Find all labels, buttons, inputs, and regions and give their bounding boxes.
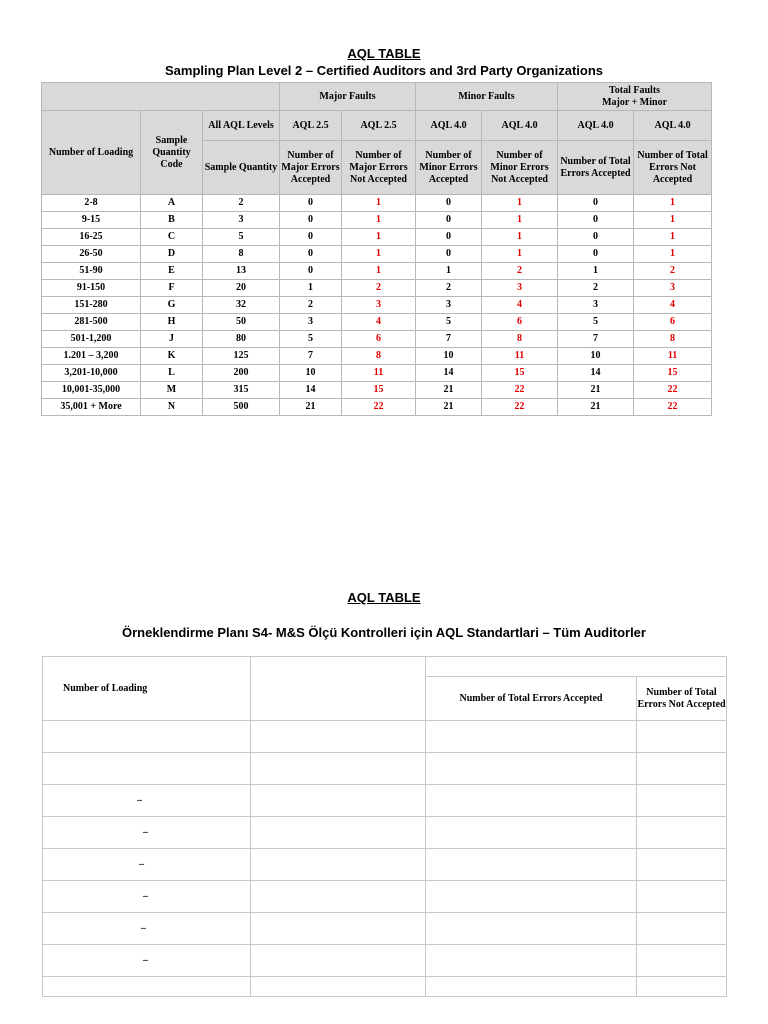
table-cell [637, 945, 727, 977]
table-cell: 80 [203, 331, 280, 348]
table-cell [637, 817, 727, 849]
table-cell: 1 [558, 263, 634, 280]
table2-body [43, 721, 727, 997]
table-cell [637, 785, 727, 817]
table-cell: 22 [342, 399, 416, 416]
criteria-header: Number of Minor Errors Not Accepted [482, 141, 558, 195]
table-cell: 1 [342, 195, 416, 212]
table-cell: K [141, 348, 203, 365]
table-cell [251, 881, 426, 913]
table-cell: 26-50 [42, 246, 141, 263]
major-faults-header: Major Faults [280, 83, 416, 111]
table-cell: 14 [280, 382, 342, 399]
table-cell: 0 [280, 246, 342, 263]
table-cell: 6 [342, 331, 416, 348]
table-cell: 315 [203, 382, 280, 399]
table-row [43, 753, 727, 785]
table-cell: 200 [203, 365, 280, 382]
table-cell: 9-15 [42, 212, 141, 229]
table-cell: H [141, 314, 203, 331]
table-cell: 3 [342, 297, 416, 314]
table-cell: 0 [558, 195, 634, 212]
table-cell: 125 [203, 348, 280, 365]
table-cell [426, 785, 637, 817]
total-faults-line2: Major + Minor [602, 96, 668, 108]
table-cell: 91-150 [42, 280, 141, 297]
table-cell: 20 [203, 280, 280, 297]
table-cell: 3 [280, 314, 342, 331]
table-cell [251, 817, 426, 849]
criteria-header: Number of Minor Errors Accepted [416, 141, 482, 195]
table-cell: 50 [203, 314, 280, 331]
blank-header-cell [426, 657, 727, 677]
table-cell: 3 [558, 297, 634, 314]
table-cell: 6 [634, 314, 712, 331]
table-cell: 3 [203, 212, 280, 229]
table-row [42, 212, 712, 229]
table-row [42, 314, 712, 331]
table-cell: D [141, 246, 203, 263]
table-cell: 1 [416, 263, 482, 280]
table-cell: 1 [482, 195, 558, 212]
table-cell [251, 721, 426, 753]
table-cell [426, 721, 637, 753]
blank-header-cell [42, 83, 280, 111]
table-cell: 3 [482, 280, 558, 297]
table-cell: 5 [280, 331, 342, 348]
table-cell: L [141, 365, 203, 382]
table-cell: 22 [482, 399, 558, 416]
table-cell: 2 [280, 297, 342, 314]
table-cell: 1 [634, 212, 712, 229]
all-aql-levels-header: All AQL Levels [203, 111, 280, 141]
table-cell: 22 [482, 382, 558, 399]
table-cell: 6 [482, 314, 558, 331]
number-of-loading-header: Number of Loading [42, 111, 141, 195]
table-cell: 8 [203, 246, 280, 263]
table-cell: 151-280 [42, 297, 141, 314]
table-cell: 8 [634, 331, 712, 348]
table-cell: 11 [634, 348, 712, 365]
table-cell: 1 [342, 246, 416, 263]
table-cell: 51-90 [42, 263, 141, 280]
table-cell: C [141, 229, 203, 246]
table-cell: 10 [416, 348, 482, 365]
table-cell [426, 977, 637, 997]
table-cell: – [43, 817, 251, 849]
criteria-header: Number of Total Errors Accepted [558, 141, 634, 195]
table-row [42, 263, 712, 280]
table-cell: 21 [416, 399, 482, 416]
table-cell: 7 [416, 331, 482, 348]
table-cell: 5 [416, 314, 482, 331]
criteria-header: Number of Major Errors Not Accepted [342, 141, 416, 195]
table1-subtitle: Sampling Plan Level 2 – Certified Auditors and 3rd Party Organizations [164, 63, 603, 78]
table-cell: 10 [280, 365, 342, 382]
aql-header: AQL 4.0 [558, 111, 634, 141]
table-cell: 11 [342, 365, 416, 382]
table-cell [426, 881, 637, 913]
table-row [43, 881, 727, 913]
aql-header: AQL 2.5 [280, 111, 342, 141]
table-cell [637, 881, 727, 913]
table-cell [637, 721, 727, 753]
table-cell: 3 [416, 297, 482, 314]
table-row [42, 348, 712, 365]
table-cell: 0 [416, 212, 482, 229]
table-cell: 21 [416, 382, 482, 399]
table-cell: 3 [634, 280, 712, 297]
table-cell: 2 [416, 280, 482, 297]
table-cell [426, 817, 637, 849]
table-cell: 22 [634, 399, 712, 416]
table-cell: 15 [342, 382, 416, 399]
table-cell: N [141, 399, 203, 416]
table-cell: 1 [482, 246, 558, 263]
table-cell [43, 977, 251, 997]
table-cell: 0 [280, 195, 342, 212]
table-cell: – [43, 945, 251, 977]
table-cell: 13 [203, 263, 280, 280]
table-cell: 3,201-10,000 [42, 365, 141, 382]
aql-header: AQL 4.0 [634, 111, 712, 141]
total-errors-accepted-header: Number of Total Errors Accepted [426, 677, 637, 721]
criteria-header: Number of Major Errors Accepted [280, 141, 342, 195]
table-cell: 32 [203, 297, 280, 314]
table-cell [637, 753, 727, 785]
table-cell: – [43, 881, 251, 913]
aql-header: AQL 2.5 [342, 111, 416, 141]
table-cell [426, 913, 637, 945]
table-cell: 281-500 [42, 314, 141, 331]
table-cell: 2 [342, 280, 416, 297]
table-cell: 7 [280, 348, 342, 365]
table-cell: 10,001-35,000 [42, 382, 141, 399]
table-row [43, 849, 727, 881]
table-cell [251, 913, 426, 945]
table-cell: 5 [203, 229, 280, 246]
aql-table-s4 [42, 656, 727, 997]
table-cell: 1 [482, 212, 558, 229]
table-cell: 4 [342, 314, 416, 331]
table-cell: 0 [280, 229, 342, 246]
table-cell: 1 [342, 263, 416, 280]
number-of-loading-header: Number of Loading [43, 657, 251, 721]
table-cell: G [141, 297, 203, 314]
table-cell: – [43, 849, 251, 881]
table-cell: 1 [342, 229, 416, 246]
table-cell: 21 [558, 382, 634, 399]
table-cell: 14 [558, 365, 634, 382]
table-cell: 500 [203, 399, 280, 416]
table-cell: F [141, 280, 203, 297]
criteria-header: Number of Total Errors Not Accepted [634, 141, 712, 195]
table-row [43, 785, 727, 817]
table-cell: 21 [558, 399, 634, 416]
table1-title: AQL TABLE [347, 46, 421, 61]
table-cell: – [43, 785, 251, 817]
table-cell: J [141, 331, 203, 348]
table-cell: 0 [416, 229, 482, 246]
table1-body [42, 195, 712, 416]
table-row [42, 382, 712, 399]
table-row [42, 246, 712, 263]
table-cell: 1.201 – 3,200 [42, 348, 141, 365]
table-cell [426, 945, 637, 977]
table-cell: A [141, 195, 203, 212]
table-cell: 35,001 + More [42, 399, 141, 416]
table-cell: 0 [558, 246, 634, 263]
table-cell: 1 [482, 229, 558, 246]
sample-code-header: Sample Quantity Code [141, 111, 203, 195]
minor-faults-header: Minor Faults [416, 83, 558, 111]
table-cell: 22 [634, 382, 712, 399]
table-row [42, 195, 712, 212]
table-cell: 4 [482, 297, 558, 314]
table-row [43, 817, 727, 849]
table-row [42, 280, 712, 297]
table-cell [251, 977, 426, 997]
total-errors-not-accepted-header: Number of Total Errors Not Accepted [637, 677, 727, 721]
table-row [43, 913, 727, 945]
table-row [42, 365, 712, 382]
table-cell: 21 [280, 399, 342, 416]
table-cell: 5 [558, 314, 634, 331]
table-cell: 0 [558, 229, 634, 246]
table-cell: 0 [416, 246, 482, 263]
table-cell: 2 [482, 263, 558, 280]
table2-title: AQL TABLE [347, 590, 421, 605]
table-cell: 15 [482, 365, 558, 382]
table-cell: 501-1,200 [42, 331, 141, 348]
table-row [42, 229, 712, 246]
table-cell [637, 849, 727, 881]
table-cell: – [43, 913, 251, 945]
table-cell: B [141, 212, 203, 229]
table-cell: E [141, 263, 203, 280]
blank-header-cell [251, 657, 426, 721]
table-cell: 1 [634, 229, 712, 246]
table-cell: 4 [634, 297, 712, 314]
table-cell: 7 [558, 331, 634, 348]
aql-header: AQL 4.0 [482, 111, 558, 141]
table-cell: 0 [280, 212, 342, 229]
table-cell: 1 [280, 280, 342, 297]
table-cell: 2 [634, 263, 712, 280]
table-cell: 1 [634, 246, 712, 263]
table-cell: 2-8 [42, 195, 141, 212]
table-cell: 2 [203, 195, 280, 212]
table-row [43, 945, 727, 977]
table-cell: 10 [558, 348, 634, 365]
sample-quantity-header: Sample Quantity [203, 141, 280, 195]
total-faults-line1: Total Faults [609, 84, 661, 96]
table-cell: 1 [634, 195, 712, 212]
table-cell: 15 [634, 365, 712, 382]
table-row [42, 399, 712, 416]
table-cell: 0 [280, 263, 342, 280]
table-cell [426, 849, 637, 881]
table-cell: 16-25 [42, 229, 141, 246]
aql-table-level2 [41, 82, 712, 416]
table-cell [251, 753, 426, 785]
table-row [43, 721, 727, 753]
table-cell [43, 753, 251, 785]
table-row [42, 331, 712, 348]
table-cell: M [141, 382, 203, 399]
table-cell [637, 977, 727, 997]
table-cell [43, 721, 251, 753]
table-cell: 2 [558, 280, 634, 297]
total-faults-header [558, 83, 712, 111]
table-cell [426, 753, 637, 785]
table-cell [637, 913, 727, 945]
table-cell: 0 [558, 212, 634, 229]
table-cell [251, 945, 426, 977]
table-cell: 0 [416, 195, 482, 212]
table-row [43, 977, 727, 997]
table-cell [251, 785, 426, 817]
table-cell: 8 [482, 331, 558, 348]
table-cell: 11 [482, 348, 558, 365]
table-cell: 14 [416, 365, 482, 382]
table2-subtitle: Örneklendirme Planı S4- M&S Ölçü Kontrolleri için AQL Standartlari – Tüm Auditorler [122, 625, 646, 640]
table-cell: 8 [342, 348, 416, 365]
table-cell [251, 849, 426, 881]
table-cell: 1 [342, 212, 416, 229]
aql-header: AQL 4.0 [416, 111, 482, 141]
table-row [42, 297, 712, 314]
